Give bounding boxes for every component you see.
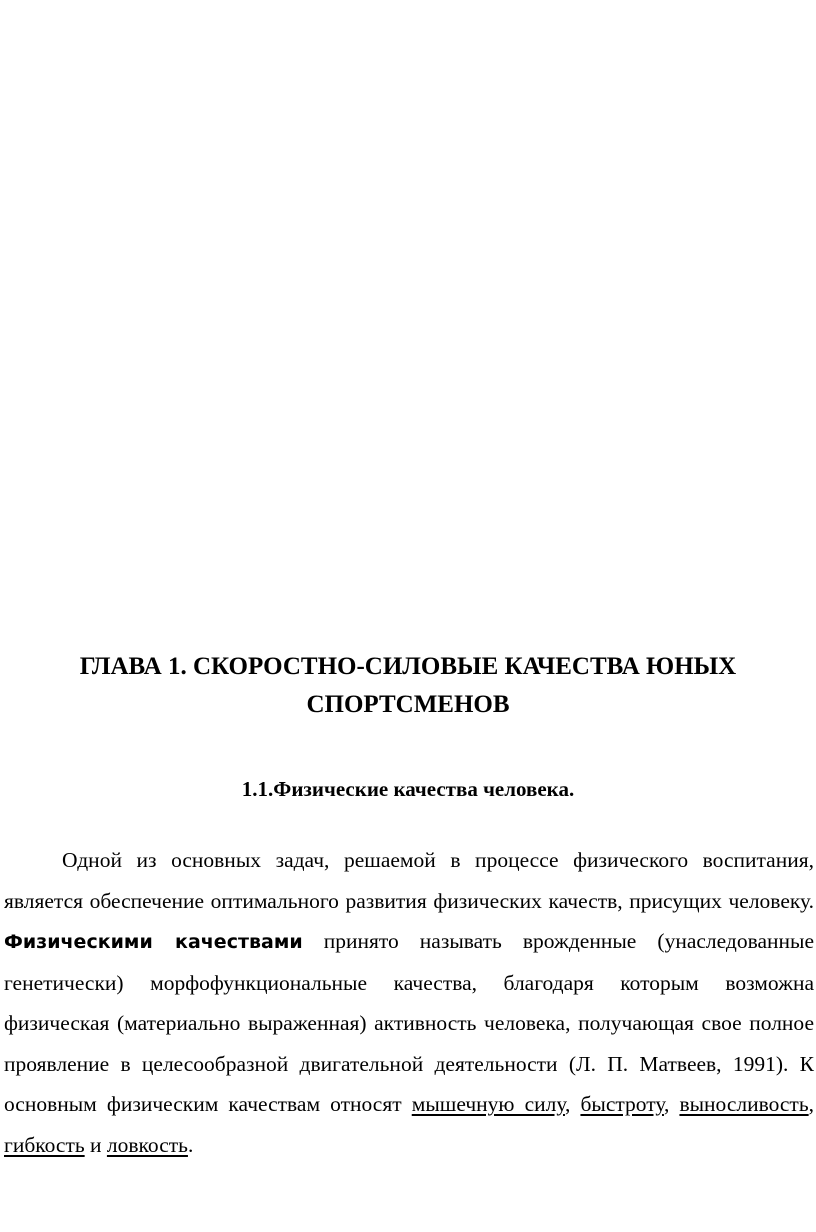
bold-term: Физическими качествами [4,931,303,953]
quality-agility: ловкость [106,1132,188,1157]
chapter-title-line-2: СПОРТСМЕНОВ [306,691,510,718]
paragraph-text-part-2: принято называть врожденные (унаследованные генетически) морфофункциональные качества, благодаря которым возможна физическая (материально выраженная) активность человека, получающая свое полное проявление в целесообразной двигательной деятельности (Л. П. Матвеев, 1991). К основным физическим качествам относят [4,929,814,1116]
quality-flexibility: гибкость [4,1132,85,1157]
chapter-title-line-1: ГЛАВА 1. СКОРОСТНО-СИЛОВЫЕ КАЧЕСТВА ЮНЫХ [79,653,737,680]
separator: , [564,1092,581,1116]
quality-endurance: выносливость [679,1092,809,1116]
body-paragraph-container [4,840,814,1165]
quality-muscle-strength: мышечную силу [411,1092,565,1116]
separator: , [808,1092,815,1116]
quality-speed: быстроту [580,1092,664,1116]
chapter-title [0,648,816,724]
body-paragraph [4,840,814,1165]
paragraph-text-part-1: Одной из основных задач, решаемой в процессе физического воспитания, является обеспечение оптимального развития физических качеств, присущих человеку. [4,848,814,913]
paragraph-end: . [187,1132,194,1157]
section-title: 1.1.Физические качества человека. [241,777,575,801]
separator: и [84,1132,107,1157]
separator: , [663,1092,680,1116]
